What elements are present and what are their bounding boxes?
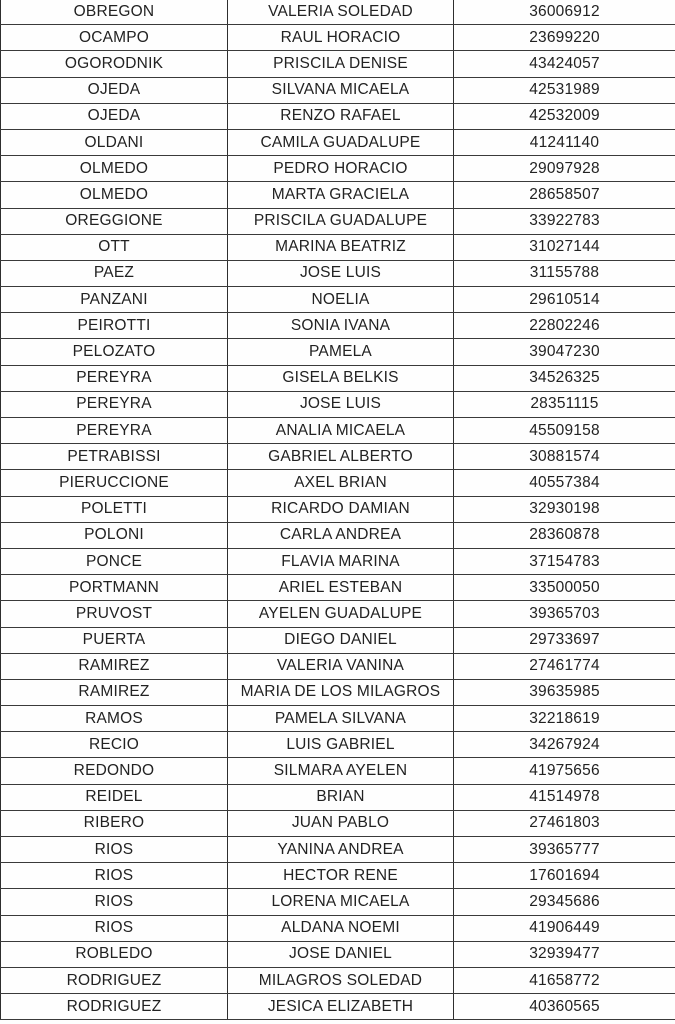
table-row [1,77,675,103]
surname-cell: POLETTI [1,496,228,522]
surname-cell: OREGGIONE [1,208,228,234]
given-names-cell: PRISCILA DENISE [228,51,454,77]
table-row [1,601,675,627]
id-number-cell: 17601694 [454,863,675,889]
table-row [1,365,675,391]
given-names-cell: PRISCILA GUADALUPE [228,208,454,234]
surname-cell: OTT [1,234,228,260]
given-names-cell: MARINA BEATRIZ [228,234,454,260]
id-number-cell: 23699220 [454,25,675,51]
given-names-cell: RICARDO DAMIAN [228,496,454,522]
table-row [1,103,675,129]
id-number-cell: 41514978 [454,784,675,810]
id-number-cell: 40557384 [454,470,675,496]
given-names-cell: MARIA DE LOS MILAGROS [228,679,454,705]
id-number-cell: 33500050 [454,575,675,601]
surname-cell: OLMEDO [1,156,228,182]
surname-cell: PIERUCCIONE [1,470,228,496]
id-number-cell: 27461774 [454,653,675,679]
surname-cell: PANZANI [1,287,228,313]
id-number-cell: 28360878 [454,522,675,548]
given-names-cell: JOSE LUIS [228,260,454,286]
given-names-cell: ALDANA NOEMI [228,915,454,941]
table-row [1,444,675,470]
id-number-cell: 29733697 [454,627,675,653]
table-row [1,837,675,863]
surname-cell: REIDEL [1,784,228,810]
id-number-cell: 27461803 [454,810,675,836]
surname-cell: PEIROTTI [1,313,228,339]
given-names-cell: YANINA ANDREA [228,837,454,863]
given-names-cell: RAUL HORACIO [228,25,454,51]
id-number-cell: 22802246 [454,313,675,339]
id-number-cell: 43424057 [454,51,675,77]
given-names-cell: SILMARA AYELEN [228,758,454,784]
id-number-cell: 29097928 [454,156,675,182]
id-number-cell: 36006912 [454,0,675,25]
given-names-cell: DIEGO DANIEL [228,627,454,653]
given-names-cell: PAMELA SILVANA [228,706,454,732]
surname-cell: ROBLEDO [1,941,228,967]
table-row [1,548,675,574]
given-names-cell: MILAGROS SOLEDAD [228,967,454,993]
surname-cell: RIOS [1,889,228,915]
table-row [1,810,675,836]
id-number-cell: 28658507 [454,182,675,208]
table-row [1,51,675,77]
given-names-cell: PEDRO HORACIO [228,156,454,182]
given-names-cell: JOSE LUIS [228,391,454,417]
surname-cell: REDONDO [1,758,228,784]
table-row [1,732,675,758]
surname-cell: RODRIGUEZ [1,967,228,993]
id-number-cell: 39365777 [454,837,675,863]
id-number-cell: 40360565 [454,994,675,1020]
surname-cell: PRUVOST [1,601,228,627]
surname-cell: RAMIREZ [1,679,228,705]
surname-cell: PONCE [1,548,228,574]
table-row [1,967,675,993]
given-names-cell: ARIEL ESTEBAN [228,575,454,601]
surname-cell: RODRIGUEZ [1,994,228,1020]
given-names-cell: LORENA MICAELA [228,889,454,915]
id-number-cell: 30881574 [454,444,675,470]
table-row [1,182,675,208]
given-names-cell: NOELIA [228,287,454,313]
given-names-cell: RENZO RAFAEL [228,103,454,129]
id-number-cell: 41975656 [454,758,675,784]
table-row [1,0,675,25]
table-row [1,758,675,784]
given-names-cell: PAMELA [228,339,454,365]
table-row [1,496,675,522]
table-row [1,706,675,732]
surname-cell: PELOZATO [1,339,228,365]
surname-cell: PEREYRA [1,391,228,417]
given-names-cell: JUAN PABLO [228,810,454,836]
surname-cell: PEREYRA [1,365,228,391]
given-names-cell: GABRIEL ALBERTO [228,444,454,470]
table-row [1,156,675,182]
surname-cell: RIOS [1,915,228,941]
surname-cell: OLDANI [1,129,228,155]
id-number-cell: 32939477 [454,941,675,967]
table-row [1,941,675,967]
given-names-cell: LUIS GABRIEL [228,732,454,758]
table-row [1,470,675,496]
surname-cell: PUERTA [1,627,228,653]
id-number-cell: 31155788 [454,260,675,286]
surname-cell: RAMOS [1,706,228,732]
surname-cell: OCAMPO [1,25,228,51]
table-row [1,863,675,889]
surname-cell: RIOS [1,837,228,863]
table-row [1,339,675,365]
id-number-cell: 33922783 [454,208,675,234]
id-number-cell: 41241140 [454,129,675,155]
table-row [1,679,675,705]
given-names-cell: AXEL BRIAN [228,470,454,496]
roster-table-body [1,0,675,1020]
id-number-cell: 34267924 [454,732,675,758]
surname-cell: RIOS [1,863,228,889]
table-row [1,234,675,260]
table-row [1,129,675,155]
table-row [1,522,675,548]
id-number-cell: 39365703 [454,601,675,627]
id-number-cell: 29610514 [454,287,675,313]
surname-cell: OBREGON [1,0,228,25]
surname-cell: PEREYRA [1,418,228,444]
given-names-cell: MARTA GRACIELA [228,182,454,208]
surname-cell: PORTMANN [1,575,228,601]
id-number-cell: 45509158 [454,418,675,444]
given-names-cell: SONIA IVANA [228,313,454,339]
surname-cell: POLONI [1,522,228,548]
surname-cell: OLMEDO [1,182,228,208]
table-row [1,25,675,51]
given-names-cell: VALERIA SOLEDAD [228,0,454,25]
given-names-cell: AYELEN GUADALUPE [228,601,454,627]
surname-cell: RAMIREZ [1,653,228,679]
id-number-cell: 32218619 [454,706,675,732]
table-row [1,418,675,444]
given-names-cell: JOSE DANIEL [228,941,454,967]
surname-cell: OGORODNIK [1,51,228,77]
id-number-cell: 41658772 [454,967,675,993]
surname-cell: OJEDA [1,77,228,103]
surname-cell: PETRABISSI [1,444,228,470]
given-names-cell: CARLA ANDREA [228,522,454,548]
given-names-cell: CAMILA GUADALUPE [228,129,454,155]
table-row [1,653,675,679]
id-number-cell: 32930198 [454,496,675,522]
given-names-cell: FLAVIA MARINA [228,548,454,574]
table-row [1,260,675,286]
table-row [1,784,675,810]
given-names-cell: VALERIA VANINA [228,653,454,679]
given-names-cell: HECTOR RENE [228,863,454,889]
id-number-cell: 42532009 [454,103,675,129]
id-number-cell: 42531989 [454,77,675,103]
given-names-cell: ANALIA MICAELA [228,418,454,444]
table-row [1,575,675,601]
table-row [1,313,675,339]
table-row [1,627,675,653]
id-number-cell: 39047230 [454,339,675,365]
given-names-cell: SILVANA MICAELA [228,77,454,103]
given-names-cell: BRIAN [228,784,454,810]
id-number-cell: 29345686 [454,889,675,915]
given-names-cell: GISELA BELKIS [228,365,454,391]
id-number-cell: 41906449 [454,915,675,941]
table-row [1,915,675,941]
id-number-cell: 28351115 [454,391,675,417]
surname-cell: OJEDA [1,103,228,129]
given-names-cell: JESICA ELIZABETH [228,994,454,1020]
id-number-cell: 34526325 [454,365,675,391]
id-number-cell: 37154783 [454,548,675,574]
table-row [1,208,675,234]
table-row [1,287,675,313]
table-row [1,994,675,1020]
id-number-cell: 31027144 [454,234,675,260]
id-number-cell: 39635985 [454,679,675,705]
surname-cell: RIBERO [1,810,228,836]
surname-cell: PAEZ [1,260,228,286]
surname-cell: RECIO [1,732,228,758]
table-row [1,889,675,915]
table-row [1,391,675,417]
